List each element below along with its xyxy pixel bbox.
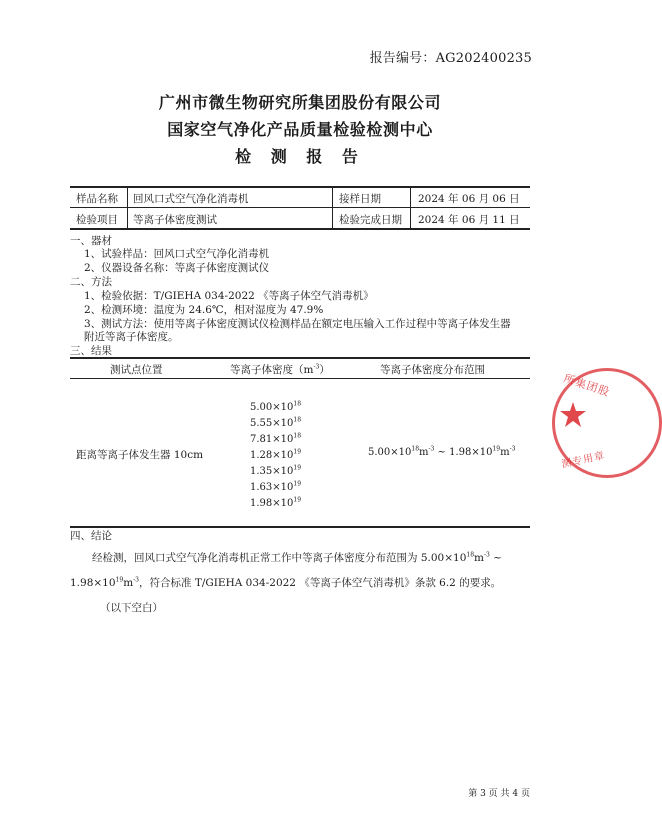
measurement-value: $1.63\times 10^{19}$: [250, 480, 302, 493]
method-procedure-cont: 附近等离子体密度。: [84, 331, 179, 343]
result-table-header-divider: [70, 378, 530, 379]
info-table-row-divider: [70, 207, 530, 208]
seal-text-top: 所集团股: [562, 371, 612, 400]
sample-name-value: 回风口式空气净化消毒机: [133, 193, 249, 205]
seal-star-icon: [559, 401, 587, 429]
col-header-density: 等离子体密度$(m^{-3})$: [230, 363, 330, 376]
info-table-col-divider: [410, 186, 411, 228]
measurement-value: $5.55\times 10^{18}$: [250, 416, 302, 429]
center-name: 国家空气净化产品质量检验检测中心: [167, 120, 433, 139]
conclusion-line-2: $1.98\times 10^{19}m^{-3}$，符合标准 T/GIEHA 034-2022 《等离子体空气消毒机》条款 6.2 的要求。: [70, 576, 502, 589]
test-item-value: 等离子体密度测试: [133, 214, 217, 226]
document-title: 检 测 报 告: [235, 147, 365, 166]
measurement-value: $7.81\times 10^{18}$: [250, 432, 302, 445]
method-basis: 1、检验依据：T/GIEHA 034-2022 《等离子体空气消毒机》: [84, 290, 374, 302]
measurement-value: $1.98\times 10^{19}$: [250, 496, 302, 509]
method-procedure: 3、测试方法：使用等离子体密度测试仪检测样品在额定电压输入工作过程中等离子体发生器: [84, 318, 511, 330]
section-method-title: 二、方法: [70, 276, 112, 288]
inspection-seal: [552, 368, 662, 478]
received-date-label: 接样日期: [339, 193, 381, 205]
organization-name: 广州市微生物研究所集团股份有限公司: [158, 93, 442, 112]
measurement-list: [250, 400, 301, 512]
equipment-line-2: 2、仪器设备名称：等离子体密度测试仪: [84, 262, 270, 274]
col-header-range: 等离子体密度分布范围: [380, 364, 485, 376]
measurement-value: $5.00\times 10^{18}$: [250, 400, 302, 413]
test-location: 距离等离子体发生器 10cm: [76, 449, 204, 461]
received-date-value: 2024 年 06 月 06 日: [418, 193, 520, 205]
sample-name-label: 样品名称: [76, 193, 118, 205]
info-table-bottom-border: [70, 228, 530, 230]
measurement-value: $1.28\times 10^{19}$: [250, 448, 302, 461]
completed-date-value: 2024 年 06 月 11 日: [418, 214, 520, 226]
page-number: 第 3 页 共 4 页: [468, 789, 530, 799]
section-conclusion-title: 四、结论: [70, 530, 112, 542]
blank-below-note: （以下空白）: [100, 602, 163, 614]
report-number: 报告编号：AG202400235: [369, 51, 532, 66]
completed-date-label: 检验完成日期: [339, 214, 402, 226]
equipment-line-1: 1、试验样品：回风口式空气净化消毒机: [84, 248, 270, 260]
result-table-top-border: [70, 357, 530, 359]
method-environment: 2、检测环境：温度为 24.6℃，相对湿度为 47.9%: [84, 304, 324, 316]
measurement-value: $1.35\times 10^{19}$: [250, 464, 302, 477]
density-range: $5.00\times 10^{18}m^{-3}$ ~ $1.98\times 10^{19}m^{-3}$: [368, 445, 516, 458]
info-table-col-divider: [332, 186, 333, 228]
info-table-top-border: [70, 186, 530, 188]
section-result-title: 三、结果: [70, 345, 112, 357]
conclusion-line-1: 经检测，回风口式空气净化消毒机正常工作中等离子体密度分布范围为 $5.00\times 10^{18}m^{-3}$ ~: [92, 551, 502, 564]
seal-text-bottom: 测专用章: [560, 450, 607, 471]
section-equipment-title: 一、器材: [70, 235, 112, 247]
result-table-bottom-border: [70, 526, 530, 528]
test-item-label: 检验项目: [76, 214, 118, 226]
col-header-location: 测试点位置: [110, 364, 163, 376]
info-table-col-divider: [127, 186, 128, 228]
